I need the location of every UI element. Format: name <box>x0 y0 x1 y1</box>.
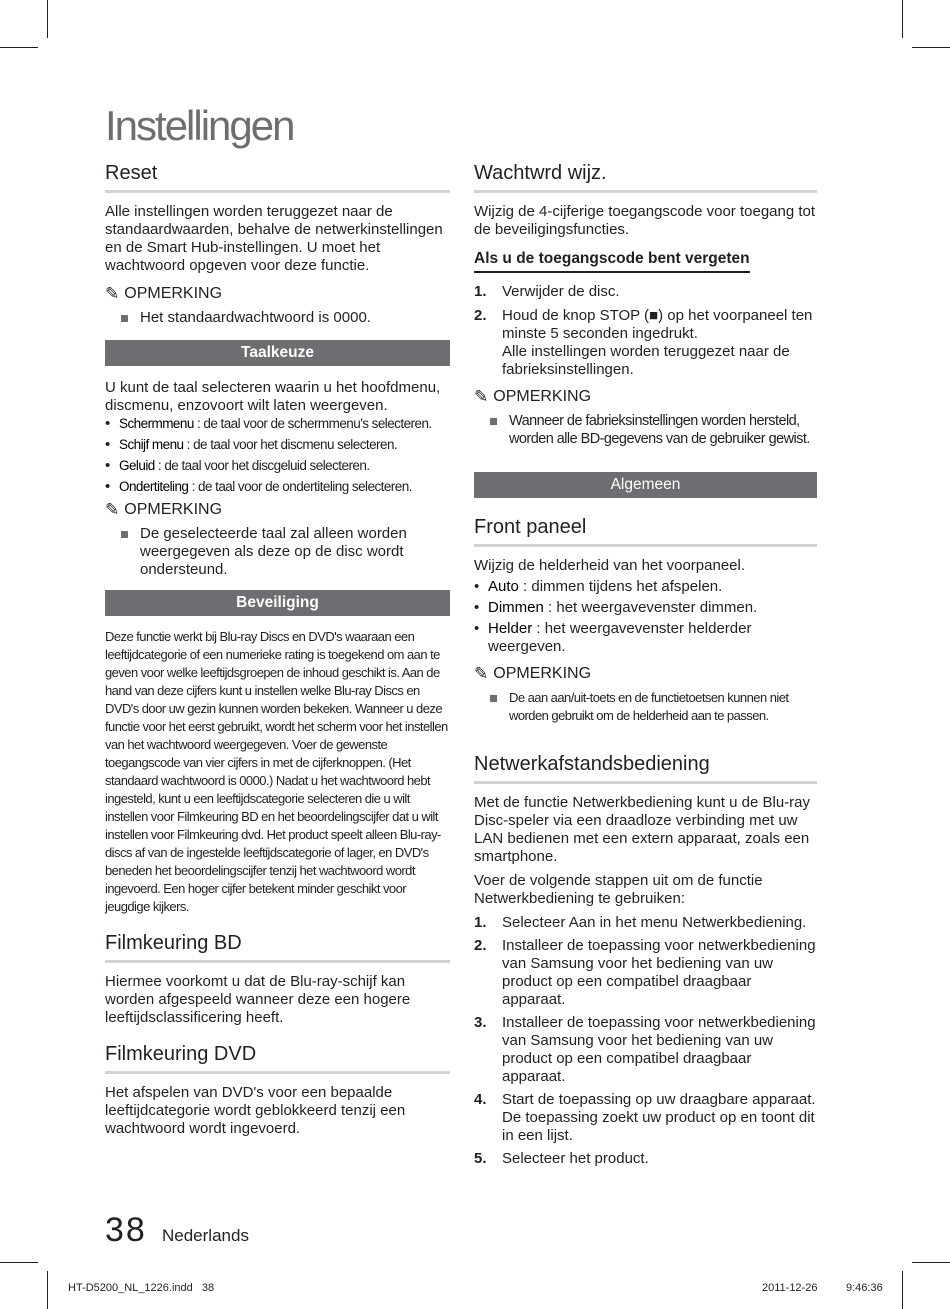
left-column <box>105 160 450 1138</box>
list-item: • Dimmen : het weergavevenster dimmen. <box>474 599 758 616</box>
algemeen-bar: Algemeen <box>474 472 817 498</box>
note-item: Wanneer de fabrieksinstellingen worden hersteld, worden alle BD-gegevens van de gebruiker gewist. <box>474 412 817 448</box>
step-item: 1. Selecteer Aan in het menu Netwerkbediening. <box>474 914 807 931</box>
slug-time: 9:46:36 <box>846 1282 883 1294</box>
beveiliging-bar: Beveiliging <box>105 590 450 616</box>
reset-section <box>105 160 450 327</box>
note-heading: ✎ OPMERKING <box>474 387 592 406</box>
page-language: Nederlands <box>162 1226 249 1245</box>
crop-mark <box>0 1262 38 1263</box>
crop-mark <box>0 47 38 48</box>
step-item: 5. Selecteer het product. <box>474 1150 649 1167</box>
pencil-icon: ✎ <box>105 500 120 519</box>
square-bullet-icon <box>490 418 497 425</box>
note-heading: ✎ OPMERKING <box>105 284 223 303</box>
crop-mark <box>912 1262 950 1263</box>
filmkeuring-dvd-section <box>105 1041 450 1138</box>
front-paneel-intro: Wijzig de helderheid van het voorpaneel. <box>474 557 746 574</box>
step-item: 2. Installeer de toepassing voor netwerkbediening van Samsung voor het bediening van uw product op een compatibel draagbaar apparaat. <box>474 937 816 1008</box>
taalkeuze-section <box>105 379 450 579</box>
square-bullet-icon <box>121 531 128 538</box>
netwerk-body1: Met de functie Netwerkbediening kunt u de Blu-ray Disc-speler via een draadloze verbinding met uw LAN bedienen met een extern apparaat, zoals een smartphone. <box>474 794 811 865</box>
slug-filename: HT-D5200_NL_1226.indd 38 <box>68 1282 215 1294</box>
crop-mark <box>902 1271 903 1309</box>
list-item: • Auto : dimmen tijdens het afspelen. <box>474 578 723 595</box>
filmkeuring-dvd-body: Het afspelen van DVD's voor een bepaalde leeftijdcategorie wordt geblokkeerd tenzij een wachtwoord wordt ingevoerd. <box>105 1084 406 1137</box>
wachtwrd-heading: Wachtwrd wijz. <box>474 160 817 193</box>
step-item: 4. Start de toepassing op uw draagbare apparaat. De toepassing zoekt uw product op en toont dit in een lijst. <box>474 1091 816 1144</box>
reset-body: Alle instellingen worden teruggezet naar de standaardwaarden, behalve de netwerkinstellingen en de Smart Hub-instellingen. U moet het wachtwoord opgeven voor deze functie. <box>105 203 443 274</box>
pencil-icon: ✎ <box>105 284 120 303</box>
netwerk-body2: Voer de volgende stappen uit om de functie Netwerkbediening te gebruiken: <box>474 872 763 907</box>
filmkeuring-bd-body: Hiermee voorkomt u dat de Blu-ray-schijf kan worden afgespeeld wanneer deze een hogere leeftijdsclassificering heeft. <box>105 973 411 1026</box>
step-item: 1. Verwijder de disc. <box>474 283 620 300</box>
crop-mark <box>912 47 950 48</box>
list-item: • Helder : het weergavevenster helderder weergeven. <box>474 620 752 655</box>
list-item: • Geluid : de taal voor het discgeluid selecteren. <box>105 457 370 474</box>
list-item: • Schermmenu : de taal voor de schermmenu's selecteren. <box>105 415 432 432</box>
beveiliging-body: Deze functie werkt bij Blu-ray Discs en DVD's waaraan een leeftijdcategorie of een numerieke rating is toegekend om aan te geven voor welke leeftijdsgroepen de inhoud geschikt is. Aan de hand van deze cijfers kunt u instellen welke Blu-ray Discs en DVD's door uw gezin kunnen worden bekeken. Wanneer u deze functie voor het eerst gebruikt, wordt het scherm voor het instellen van het wachtwoord weergegeven. Voer de gewenste toegangscode van vier cijfers in met de cijferknoppen. (Het standaard wachtwoord is 0000.) Nadat u het wachtwoord hebt ingesteld, kunt u een leeftijdscategorie selecteren die u wilt instellen voor Filmkeuring BD en het beoordelingscijfer dat u wilt instellen voor Filmkeuring dvd. Het product speelt alleen Blu-ray-discs af van de ingestelde leeftijdscategorie of lager, en DVD's beneden het beoordelingscijfer tenzij het wachtwoord wordt ingevoerd. Een hoger cijfer betekent minder geschikt voor jeugdige kijkers. <box>105 629 448 914</box>
taalkeuze-intro: U kunt de taal selecteren waarin u het hoofdmenu, discmenu, enzovoort wilt laten weergeven. <box>105 379 441 414</box>
right-column <box>474 160 817 1168</box>
list-item: • Ondertiteling : de taal voor de ondertiteling selecteren. <box>105 478 412 495</box>
slug-date: 2011-12-26 <box>762 1282 818 1294</box>
page-title: Instellingen <box>105 102 294 149</box>
reset-heading: Reset <box>105 160 450 193</box>
note-heading: ✎ OPMERKING <box>474 664 592 683</box>
note-item: De aan aan/uit-toets en de functietoetsen kunnen niet worden gebruikt om de helderheid aan te passen. <box>474 689 817 725</box>
filmkeuring-dvd-heading: Filmkeuring DVD <box>105 1041 450 1074</box>
crop-mark <box>902 0 903 38</box>
page-number: 38 <box>105 1211 147 1249</box>
pencil-icon: ✎ <box>474 387 489 406</box>
crop-mark <box>47 0 48 38</box>
taalkeuze-bar: Taalkeuze <box>105 340 450 366</box>
filmkeuring-bd-section <box>105 930 450 1027</box>
front-paneel-heading: Front paneel <box>474 514 817 547</box>
step-item: 2. Houd de knop STOP (■) op het voorpaneel ten minste 5 seconden ingedrukt. Alle instellingen worden teruggezet naar de fabrieksinstellingen. <box>474 307 813 378</box>
wachtwrd-body: Wijzig de 4-cijferige toegangscode voor toegang tot de beveiligingsfuncties. <box>474 203 816 238</box>
step-item: 3. Installeer de toepassing voor netwerkbediening van Samsung voor het bediening van uw product op een compatibel draagbaar apparaat. <box>474 1014 816 1085</box>
square-bullet-icon <box>490 695 497 702</box>
square-bullet-icon <box>121 315 128 322</box>
wachtwrd-section <box>474 160 817 448</box>
list-item: • Schijf menu : de taal voor het discmenu selecteren. <box>105 436 398 453</box>
beveiliging-section <box>105 628 450 916</box>
netwerk-section <box>474 751 817 1168</box>
front-paneel-section <box>474 514 817 725</box>
filmkeuring-bd-heading: Filmkeuring BD <box>105 930 450 963</box>
note-heading: ✎ OPMERKING <box>105 500 223 519</box>
netwerk-heading: Netwerkafstandsbediening <box>474 751 817 784</box>
note-item: De geselecteerde taal zal alleen worden weergegeven als deze op de disc wordt ondersteund. <box>105 525 450 579</box>
crop-mark <box>47 1271 48 1309</box>
wachtwrd-subheading: Als u de toegangscode bent vergeten <box>474 249 750 273</box>
note-item: Het standaardwachtwoord is 0000. <box>105 309 450 327</box>
pencil-icon: ✎ <box>474 664 489 683</box>
